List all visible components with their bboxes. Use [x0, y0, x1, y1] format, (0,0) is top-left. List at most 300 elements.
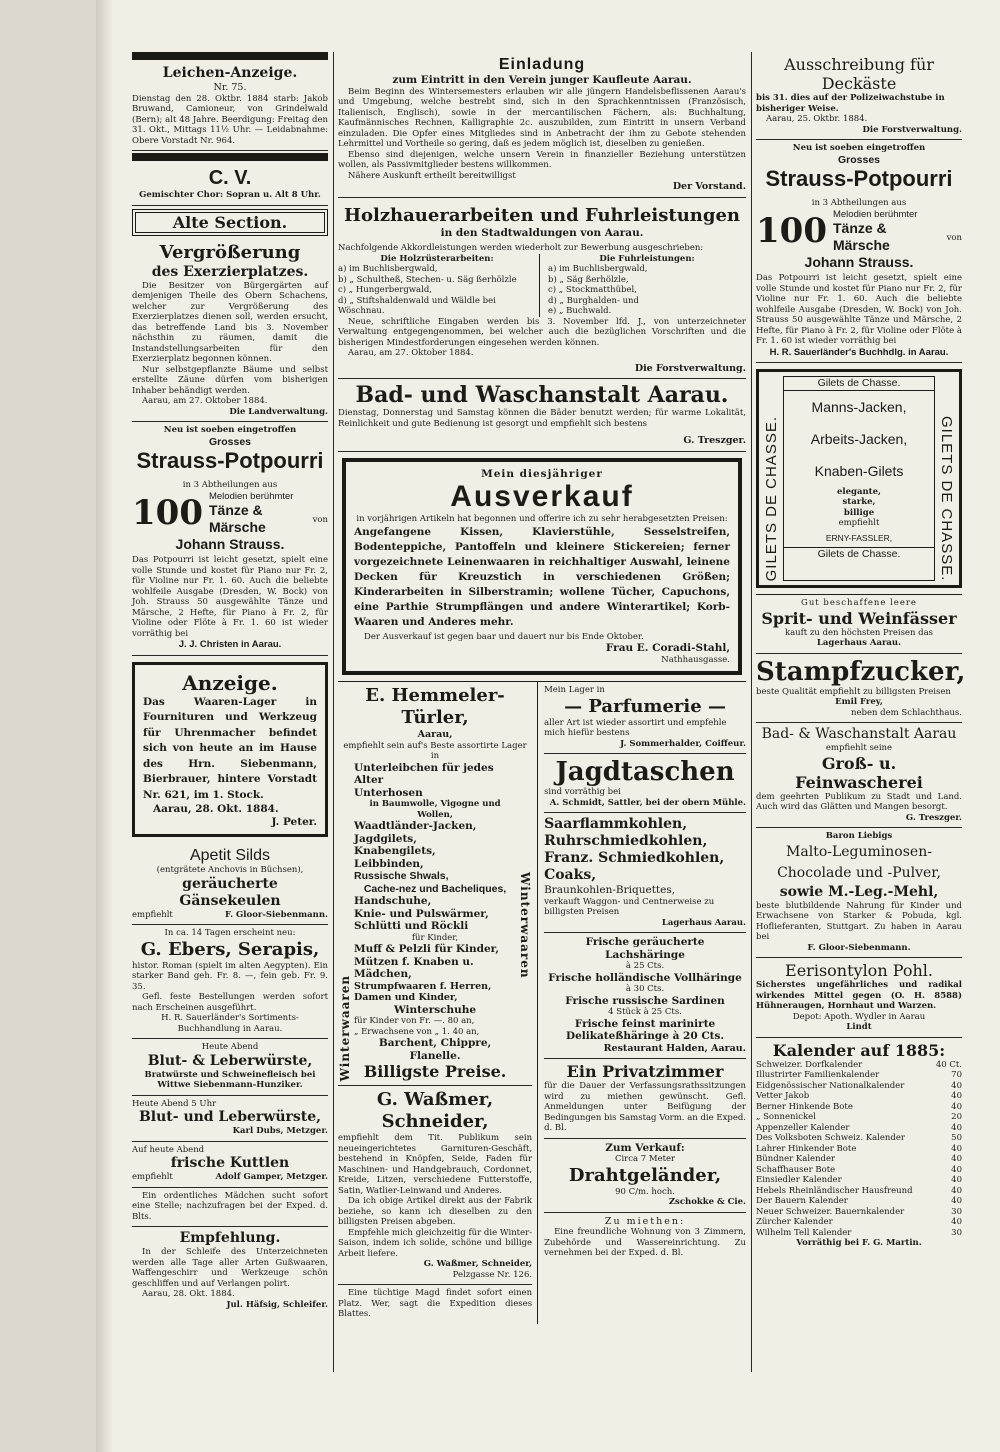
ad-body: Ein ordentliches Mädchen sucht sofort eine Stelle; nachzufragen bei der Exped. d. Blts.	[132, 1190, 328, 1222]
ad-magd	[338, 1285, 532, 1324]
ad-subtitle: zum Eintritt in den Verein junger Kaufleute Aarau.	[392, 74, 692, 86]
kalender-row	[756, 1228, 962, 1239]
ad-hundred-block	[756, 209, 962, 255]
list-head: Die Fuhrleistungen:	[599, 253, 695, 264]
kalender-price: 30	[951, 1206, 962, 1217]
ad-title: Strauss-Potpourri	[765, 166, 953, 191]
ad-alte-section	[132, 206, 328, 239]
ad-intro: Nachfolgende Akkordleistungen werden wiederholt zur Bewerbung ausgeschrieben:	[338, 243, 704, 253]
ad-seller: Adolf Gamper, Metzger.	[215, 1172, 328, 1182]
ad-sub: in 3 Abtheilungen aus	[811, 198, 907, 208]
kalender-price: 40	[951, 1101, 962, 1112]
ad-title: Vergrößerung	[159, 241, 301, 263]
kalender-price: 30	[951, 1227, 962, 1238]
ad-number: Nr. 75.	[213, 82, 247, 93]
ad-title: Empfehlung.	[179, 1230, 281, 1246]
ad-pohl	[756, 958, 962, 1038]
ad-taenze: Tänze & Märsche	[832, 220, 890, 253]
holz-left-list	[338, 254, 540, 317]
column-rule	[751, 52, 752, 1372]
ad-seller: ERNY-FASSLER,	[825, 532, 893, 543]
ad-line: Saarflammkohlen,	[544, 816, 688, 832]
ad-signature: Frau E. Coradi-Stahl,	[605, 642, 730, 654]
ad-date: Aarau, am 27. Oktober 1884.	[348, 348, 474, 358]
ad-title: Einladung	[498, 56, 586, 73]
ad-signature: G. Treszger.	[905, 812, 962, 823]
ad-holzhauerarbeiten	[338, 198, 746, 380]
ad-side-label: GILETS DE CHASSE.	[763, 416, 780, 582]
ad-empfehlung	[132, 1227, 328, 1314]
ad-line: Arbeits-Jacken,	[810, 430, 908, 447]
kalender-price: 40	[951, 1080, 962, 1091]
ad-body: Circa 7 Meter	[614, 1154, 676, 1164]
kalender-row	[756, 1175, 962, 1186]
ad-side-label: Winterwaaren	[338, 974, 352, 1081]
ad-title: Malto-Leguminosen-Chocolade und -Pulver,	[777, 843, 941, 881]
ad-kicker: Neu ist soeben eingetroffen	[792, 143, 926, 153]
ad-title: Eerisontylon Pohl.	[785, 961, 933, 981]
kalender-price: 40	[951, 1154, 962, 1165]
ad-title: Gilets de Chasse.	[784, 547, 934, 561]
ad-title: Alte Section.	[135, 212, 325, 233]
kalender-name: Schaffhauser Bote	[756, 1164, 836, 1175]
ad-address: Nathhausgasse.	[661, 654, 730, 665]
ad-strauss-potpourri-2	[756, 140, 962, 363]
ad-signature: Jul. Häfsig, Schleifer.	[226, 1299, 328, 1310]
ad-title: G. Waßmer, Schneider,	[376, 1089, 494, 1132]
ad-signature: Zschokke & Cie.	[668, 1197, 746, 1207]
ad-line: Unterleibchen für jedes Alter	[354, 761, 494, 786]
ad-signature: A. Schmidt, Sattler, bei der obern Mühle.	[549, 797, 746, 808]
gilets-inner	[783, 376, 935, 581]
ad-von: von	[312, 515, 328, 525]
ad-body: dem geehrten Publikum zu Stadt und Land. Auch wird das Glätten und Mangen besorgt.	[756, 791, 962, 813]
ad-body: Bratwürste und Schweinefleisch bei Wittwe Siebenmann-Hunziker.	[144, 1069, 316, 1090]
kalender-price: 40	[951, 1217, 962, 1228]
kalender-name: Hebels Rheinländischer Hausfreund	[756, 1185, 913, 1196]
ad-line: Schlütti und Röckli	[354, 920, 469, 932]
ad-title: Ein Privatzimmer	[566, 1062, 724, 1081]
ad-line: Handschuhe,	[354, 895, 432, 907]
ad-signature: Die Forstverwaltung.	[862, 124, 962, 135]
list-item: e) „ Buchwald.	[548, 306, 612, 316]
list-item: a) im Buchlisbergwald,	[548, 264, 648, 274]
ad-body: bis 31. dies auf der Polizeiwachstube in bisheriger Weise.	[756, 93, 945, 114]
kalender-price: 40	[951, 1185, 962, 1196]
ad-line: Mützen f. Knaben u. Mädchen,	[354, 955, 474, 980]
ad-kicker: Heute Abend	[201, 1042, 259, 1052]
ad-kicker: Mein Lager in	[544, 685, 605, 695]
ad-body: Nähere Auskunft ertheilt bereitwilligst	[348, 170, 516, 181]
ad-line: Frische russische Sardinen	[565, 994, 725, 1007]
ad-line: Billigste Preise.	[363, 1062, 507, 1081]
ad-body: verkauft Waggon- und Centnerweise zu billigsten Preisen	[544, 896, 715, 917]
ad-seller: H. R. Sauerländer's Buchhdlg. in Aarau.	[769, 346, 949, 358]
ad-title: Bad- und Waschanstalt Aarau.	[355, 382, 729, 408]
ad-kicker: Heute Abend 5 Uhr	[132, 1098, 217, 1109]
ad-body: Eine tüchtige Magd findet sofort einen Platz. Wer, sagt die Expedition dieses Blattes.	[338, 1288, 533, 1319]
kalender-price: 40	[951, 1164, 962, 1175]
kalender-row	[756, 1081, 962, 1092]
ad-line: Frische holländische Vollhäringe	[548, 971, 742, 984]
kalender-row	[756, 1165, 962, 1176]
ad-intro: empfiehlt sein auf's Beste assortirte Lager in	[343, 740, 527, 761]
ad-bad-waschanstalt-2	[756, 723, 962, 828]
ad-leichen-anzeige	[132, 62, 328, 151]
list-item: b) „ Schultheß, Stechen- u. Säg ßerhölzle	[338, 274, 517, 285]
ad-signature: J. Peter.	[271, 815, 317, 828]
ad-jagdtaschen	[544, 754, 746, 813]
kalender-price: 70	[951, 1070, 962, 1081]
kalender-row	[756, 1112, 962, 1123]
rule-bar	[132, 153, 328, 161]
ad-kalender	[756, 1038, 962, 1253]
ad-item: Drahtgeländer,	[568, 1164, 722, 1186]
ad-frame	[342, 458, 742, 676]
ad-composer: Johann Strauss.	[175, 536, 285, 552]
kalender-row	[756, 1217, 962, 1228]
ad-malto	[756, 828, 962, 958]
kalender-row	[756, 1186, 962, 1197]
ad-signature: G. Waßmer, Schneider,	[423, 1259, 533, 1269]
ad-body: Gemischter Chor: Sopran u. Alt 8 Uhr.	[139, 190, 321, 200]
kalender-name: Lahrer Hinkender Bote	[756, 1143, 857, 1154]
ad-body: beste Qualität empfiehlt zu billigsten Preisen	[756, 686, 951, 697]
column-right	[756, 52, 966, 1253]
ad-body: Ebenso sind diejenigen, welche unsern Verein in finanzieller Beziehung unterstützen wollen, als Passivmitglieder bestens willkommen.	[338, 149, 746, 170]
ad-signature: Emil Frey,	[835, 697, 883, 708]
ad-line: Knie- und Pulswärmer,	[354, 907, 489, 920]
kalender-row	[756, 1144, 962, 1155]
ad-subtitle: des Exerzierplatzes.	[151, 263, 309, 280]
kalender-name: Appenzeller Kalender	[756, 1122, 850, 1133]
ad-line: Ruhrschmiedkohlen,	[544, 833, 708, 849]
kalender-name: Illustrirter Familienkalender	[756, 1070, 880, 1081]
ad-item: Groß- u. Feinwascherei	[795, 753, 923, 792]
ad-line: empfiehlt	[838, 518, 880, 528]
ad-title: G. Ebers, Serapis,	[140, 938, 320, 960]
ad-list	[352, 762, 518, 1082]
ad-sub: (entgrätete Anchovis in Büchsen),	[156, 865, 304, 875]
kalender-list	[756, 1060, 962, 1239]
ad-item: sowie M.-Leg.-Mehl,	[779, 883, 939, 900]
kalender-name: Zürcher Kalender	[756, 1217, 833, 1228]
ad-faesser	[756, 594, 962, 654]
ad-cv	[132, 163, 328, 206]
ad-line: Knaben-Gilets	[814, 462, 904, 479]
ad-line: Leibbinden,	[354, 857, 424, 870]
ad-vergroesserung	[132, 239, 328, 423]
kalender-row	[756, 1102, 962, 1113]
ad-title: Gilets de Chasse.	[784, 377, 934, 391]
kalender-price: 40	[951, 1091, 962, 1102]
ad-body: Gefl. feste Bestellungen werden sofort nach Erscheinen ausgeführt.	[132, 992, 328, 1013]
ad-title: frische Kuttlen	[170, 1155, 290, 1171]
ad-body: kauft zu den höchsten Preisen das	[784, 627, 934, 638]
ad-wassmer	[338, 1086, 532, 1285]
ad-line: Barchent, Chippre, Flanelle.	[378, 1037, 492, 1062]
ad-line: Coaks,	[544, 867, 597, 883]
ad-signature: Restaurant Halden, Aarau.	[603, 1042, 746, 1054]
list-item: c) „ Stockmatthübel,	[548, 285, 637, 295]
ad-deckaeste	[756, 52, 962, 140]
list-item: d) „ Burghalden- und	[548, 295, 639, 306]
kalender-name: Vetter Jakob	[756, 1091, 810, 1102]
ad-kicker: Neu ist soeben eingetroffen	[163, 425, 297, 435]
ad-kicker: Gut beschaffene leere	[801, 598, 917, 609]
ad-blutwurst-1	[132, 1039, 328, 1096]
ad-body: Das Potpourri ist leicht gesetzt, spielt eine volle Stunde und kostet für Piano nur Fr. 2, für Violine nur Fr. 1. 60. Auch die beliebte wohlfeile Ausgabe (Dresden, W. Bock) von Joh. Strauss 50 ausgewählte Tänze und Märsche, 2 Hefte, für Piano à Fr. 2, für Violine oder Flöte à Fr. 1. 60 ist wieder vorräthig bei	[756, 273, 962, 346]
ad-address: Pelzgasse Nr. 126.	[452, 1269, 533, 1280]
kalender-price: 20	[951, 1112, 962, 1123]
ad-kuttlen	[132, 1142, 328, 1188]
ad-line: Frische geräucherte Lachshäringe	[585, 936, 705, 961]
ad-foot: Der Ausverkauf ist gegen baar und dauert nur bis Ende Oktober.	[364, 631, 644, 642]
ad-line: für Kinder,	[411, 932, 459, 943]
ad-body: Das Waaren-Lager in Fournituren und Werkzeug für Uhrenmacher befindet sich von heute an im Hause des Hrn. Siebenmann, Bierbrauer, hintere Vorstadt Nr. 621, im 1. Stock.	[143, 695, 317, 801]
ad-line: Strumpfwaaren f. Herren, Damen und Kinder,	[354, 980, 492, 1003]
ad-title: Bad- & Waschanstalt Aarau	[761, 726, 957, 743]
ad-line: billige	[843, 507, 875, 518]
ad-date: Aarau, 28. Okt. 1884.	[142, 1289, 235, 1299]
ad-title: Zu miethen:	[604, 1215, 686, 1227]
ad-title: Strauss-Potpourri	[136, 448, 324, 473]
ad-body: beste blutbildende Nahrung für Kinder und Erwachsene von Starker & Pobuda, kgl. Hoflieferanten, Stuttgart. Zu haben in Aarau bei	[756, 900, 962, 943]
ad-hundred-block	[132, 491, 328, 537]
ad-line: elegante,	[837, 486, 881, 497]
kalender-price: 40	[951, 1196, 962, 1207]
holz-right-list	[540, 254, 746, 317]
ad-price: à 25 Cts.	[625, 961, 665, 971]
kalender-name: Der Bauern Kalender	[756, 1196, 848, 1207]
ad-seller: J. J. Christen in Aarau.	[178, 639, 282, 650]
ad-anzeige-box	[132, 656, 328, 844]
ad-date: Aarau, 25. Oktbr. 1884.	[766, 114, 868, 124]
kalender-name: Eidgenössischer Nationalkalender	[756, 1080, 905, 1091]
ad-signature: Depot: Apoth. Wydler in Aarau	[792, 1011, 926, 1022]
ad-ebers-serapis	[132, 925, 328, 1039]
ad-hundred: 100	[132, 493, 203, 534]
kalender-name: Bündner Kalender	[756, 1154, 836, 1165]
ad-kicker: Baron Liebigs	[825, 831, 893, 842]
ad-body: sind vorräthig bei	[544, 787, 621, 797]
ad-sub: in 3 Abtheilungen aus	[182, 480, 278, 490]
ad-title: — Parfumerie —	[564, 695, 726, 717]
ad-title: C. V.	[208, 167, 252, 189]
ad-body: Nur selbstgepflanzte Bäume und selbst erstellte Zäune dürfen vom bisherigen Inhaber behändigt werden.	[132, 364, 328, 396]
ad-title: Ausschreibung für Deckäste	[784, 55, 934, 93]
ad-line: Franz. Schmiedkohlen,	[544, 850, 725, 866]
ad-body: In der Schleife des Unterzeichneten werden alle Tage aller Arten Gußwaaren, Waffengeschirr und Werkzeuge schön geschliffen und auf Verlangen polirt.	[132, 1247, 328, 1289]
ad-parfumerie	[544, 682, 746, 754]
ad-foot: Vorräthig bei F. G. Martin.	[796, 1238, 922, 1249]
list-head: Die Holzrüsterarbeiten:	[380, 253, 494, 264]
ad-title: Kalender auf 1885:	[772, 1040, 946, 1060]
ad-line: Waadtländer-Jacken,	[354, 820, 477, 832]
list-item: d) „ Stiftshaldenwald und Wäldle bei Wöschnau.	[338, 295, 496, 316]
ad-line: Unterhosen	[354, 786, 423, 799]
ad-title: Ausverkauf	[450, 480, 634, 513]
ad-body: Die Besitzer von Bürgergärten auf demjenigen Theile des Obern Schachens, welcher zur Vergrößerung des Exerzierplatzes dienen soll, werden ersucht, das betreffende Land bis 3. November nächsthin zu räumen, damit die Instandstellungsarbeiten für den Exerzierplatz begonnen können.	[132, 280, 328, 364]
ad-address: neben dem Schlachthaus.	[851, 707, 962, 718]
ad-kicker: In ca. 14 Tagen erscheint neu:	[164, 928, 296, 938]
ad-title: Jagdtaschen	[555, 757, 735, 787]
ad-seller: F. Gloor-Siebenmann.	[224, 909, 328, 920]
ad-item: geräucherte Gänsekeulen	[179, 875, 281, 909]
ad-frame	[756, 369, 962, 588]
kalender-name: Neuer Schweizer. Bauernkalender	[756, 1206, 905, 1217]
ad-date: Aarau, am 27. Oktober 1884.	[142, 396, 268, 406]
ad-price: à 30 Cts.	[625, 984, 665, 994]
ad-stampfzucker	[756, 654, 966, 724]
ad-dim: 90 C/m. hoch.	[615, 1186, 675, 1197]
ad-bad-waschanstalt	[338, 379, 746, 452]
ad-grosses: Grosses	[837, 153, 881, 166]
ad-seller: Karl Dubs, Metzger.	[232, 1126, 328, 1136]
ad-side-label: GILETS DE CHASSE.	[938, 416, 955, 582]
middle-split	[338, 681, 746, 1324]
column-middle	[338, 52, 746, 1324]
kalender-row	[756, 1123, 962, 1134]
ad-line: Muff & Pelzli für Kinder,	[354, 943, 500, 955]
ad-title: Stampfzucker,	[756, 656, 966, 687]
ad-line: Frische feinst marinirte Delikateßhäringe à 20 Cts.	[565, 1017, 725, 1042]
ad-body: für die Dauer der Verfassungsrathssitzungen wird zu miethen gewünscht. Gefl. Anmeldungen unter Beifügung der Bedingungen bis Samstag Vorm. an die Exped. d. Bl.	[544, 1081, 746, 1133]
ad-seller: H. R. Sauerländer's Sortiments-Buchhandlung in Aarau.	[161, 1013, 299, 1034]
ad-von: von	[946, 233, 962, 243]
ad-verkauf	[544, 1139, 746, 1213]
ad-city: Aarau,	[417, 729, 453, 740]
ad-line: Russische Shwals,	[354, 870, 449, 882]
ad-title: Leichen-Anzeige.	[162, 65, 298, 81]
ad-line: Cache-nez und Bacheliques,	[363, 882, 507, 895]
kalender-name: Des Volksboten Schweiz. Kalender	[756, 1133, 905, 1144]
kalender-price: 40	[951, 1143, 962, 1154]
kalender-name: Schweizer. Dorfkalender	[756, 1059, 863, 1070]
ad-line: Winterschuhe	[393, 1003, 477, 1016]
kalender-row	[756, 1207, 962, 1218]
kalender-name: „ Sonnenickel	[756, 1112, 816, 1123]
ad-signature: Die Forstverwaltung.	[634, 362, 746, 374]
kalender-price: 40 Ct.	[935, 1059, 962, 1070]
ad-composer: Johann Strauss.	[804, 254, 914, 270]
ad-signature: Lindt	[846, 1022, 872, 1033]
ad-signature: Lagerhaus Aarau.	[661, 917, 746, 928]
ad-line: für Kinder von Fr. —. 80 an,	[354, 1016, 475, 1026]
ad-body: empfiehlt dem Tit. Publikum sein neueingerichtetes Garnituren-Geschäft, bestehend in Knöpfen, Seide, Faden für Maschinen- und Handgebrauch, Cordonnet, Kreide, Litzen, verschiedene Futterstoffe, Satin, Watlier-Leinwand und Anderes.	[338, 1133, 533, 1196]
kalender-row	[756, 1070, 962, 1081]
ad-grosses: Grosses	[208, 435, 252, 448]
kalender-row	[756, 1060, 962, 1071]
ad-title: Blut- & Leberwürste,	[147, 1052, 313, 1069]
ad-blutwurst-2	[132, 1096, 328, 1142]
ad-signature: J. Sommerhalder, Coiffeur.	[620, 738, 746, 749]
kalender-row	[756, 1154, 962, 1165]
ad-zu-miethen	[544, 1213, 746, 1263]
ad-melodien: Melodien berühmter	[832, 208, 918, 220]
ad-signature: F. Gloor-Siebenmann.	[807, 942, 911, 953]
kalender-price: 40	[951, 1122, 962, 1133]
list-item: b) „ Säg ßerhölzle,	[548, 274, 629, 285]
kalender-name: Berner Hinkende Bote	[756, 1101, 853, 1112]
ad-body: Sicherstes ungefährliches und radikal wirkendes Mittel gegen (O. H. 8588) Hühneraugen, Hornhaut und Warzen.	[756, 980, 962, 1012]
ad-line: starke,	[842, 497, 876, 507]
ad-hundred: 100	[756, 211, 827, 252]
ad-frame	[132, 662, 328, 838]
column-left	[132, 52, 328, 1314]
ad-signature: Die Landverwaltung.	[229, 406, 328, 417]
kalender-row	[756, 1196, 962, 1207]
ad-body: Empfehle mich gleichzeitig für die Winter-Saison, indem ich solide, schöne und billige Arbeit liefere.	[338, 1227, 533, 1259]
ad-taenze: Tänze & Märsche	[208, 502, 266, 535]
ad-ausverkauf	[338, 452, 746, 682]
kalender-name: Einsiedler Kalender	[756, 1175, 842, 1186]
kalender-name: Wilhelm Tell Kalender	[756, 1227, 852, 1238]
list-item: c) „ Hungerbergwald,	[338, 285, 432, 295]
ad-body: Eine freundliche Wohnung von 3 Zimmern, Zubehörde und Wassereinrichtung. Zu vernehmen bei der Exped. d. Bl.	[544, 1227, 746, 1258]
ad-line: Jagdgilets,	[354, 832, 417, 845]
ad-empf: empfiehlt seine	[825, 743, 893, 754]
page-edge-shadow	[96, 0, 112, 1452]
kalender-row	[756, 1133, 962, 1144]
rule-bar	[132, 52, 328, 60]
ad-privatzimmer	[544, 1059, 746, 1139]
ad-einladung	[338, 52, 746, 198]
list-item: a) im Buchlisbergwald,	[338, 264, 438, 274]
ad-body: histor. Roman (spielt im alten Aegypten). Ein starker Band geh. Fr. 8. —, fein geb. Fr. 9. 35.	[132, 960, 328, 992]
ad-body: Dienstag den 28. Oktbr. 1884 starb: Jakob Bruwand, Camioneur, von Grindelwald (Bern); alt 48 Jahre. Beerdigung: Freitag den 31. Okt., Mittags 11½ Uhr. — Leidabnahme: Obere Vorstadt Nr. 964.	[132, 93, 328, 146]
ad-melodien: Melodien berühmter	[208, 490, 294, 502]
ad-kohlen	[544, 813, 746, 933]
ad-gilets-de-chasse	[756, 363, 962, 594]
ad-body: Das Potpourri ist leicht gesetzt, spielt eine volle Stunde und kostet für Piano nur Fr. 2, für Violine nur Fr. 1. 60. Auch die beliebte wohlfeile Ausgabe (Dresden, W. Bock) von Joh. Strauss 50 ausgewählte Tänze und Märsche, 2 Hefte, für Piano à Fr. 2, für Violine oder Flöte à Fr. 1. 60 ist wieder vorräthig bei	[132, 555, 328, 639]
ad-body: Neue, schriftliche Eingaben werden bis 3. November lfd. J., von unterzeichneter Verwaltung entgegengenommen, bei welcher auch die bezüglichen Vorschriften und die bisherigen Mindestforderungen eingesehen werden können.	[338, 316, 746, 348]
ad-subtitle: in den Stadtwaldungen von Aarau.	[440, 226, 644, 239]
ad-body: Angefangene Kissen, Klavierstühle, Sesselstreifen, Bodenteppiche, Pantoffeln und kleinere Stickereien; ferner vorgezeichnete Leinenwaaren in reichhaltiger Auswahl, leinene Decken für Kreuzstich in verschiedenen Größen; Kinderarbeiten in Silberstramin; wollene Tücher, Capuchons, eine Parthie Strumpflängen und andere Winterartikel; Korb-Waaren und Anderes mehr.	[354, 525, 730, 628]
ad-signature: Lagerhaus Aarau.	[816, 638, 902, 649]
ad-title: Anzeige.	[182, 670, 278, 695]
ad-line: Knabengilets,	[354, 845, 436, 857]
ad-line: Manns-Jacken,	[811, 398, 907, 415]
kalender-row	[756, 1091, 962, 1102]
ad-title: E. Hemmeler-Türler,	[365, 685, 505, 728]
ad-body: Dienstag, Donnerstag und Samstag können die Bäder benutzt werden; für warme Lokalität, Reinlichkeit und gute Bedienung ist gesorgt und empfiehlt sich bestens	[338, 408, 746, 429]
ad-title: Zum Verkauf:	[605, 1141, 685, 1154]
ad-date: Aarau, 28. Okt. 1884.	[153, 803, 279, 815]
ad-body: Da ich obige Artikel direkt aus der Fabrik beziehe, so kann ich dieselben zu den billigsten Preisen abgeben.	[338, 1196, 533, 1227]
ad-lists	[338, 254, 746, 317]
kalender-price: 50	[951, 1133, 962, 1144]
ad-signature: G. Treszger.	[683, 435, 746, 446]
ad-line: „ Erwachsene von „ 1. 40 an,	[354, 1026, 480, 1037]
ad-empf: empfiehlt	[132, 909, 173, 920]
ad-line: Braunkohlen-Briquettes,	[544, 884, 676, 896]
ad-hemmeler	[338, 682, 532, 1086]
ad-subtitle: in vorjährigen Artikeln hat begonnen und offerire ich zu sehr herabgesetzten Preisen:	[356, 514, 728, 524]
ad-maedchen	[132, 1188, 328, 1228]
ad-line: in Baumwolle, Vigogne und Wollen,	[369, 799, 501, 820]
ad-title: Apetit Silds	[189, 847, 271, 864]
ad-title: Holzhauerarbeiten und Fuhrleistungen	[343, 204, 740, 226]
ad-fisch	[544, 933, 746, 1059]
column-rule	[333, 52, 334, 1372]
ad-kicker: Auf heute Abend	[132, 1144, 205, 1155]
kalender-price: 40	[951, 1175, 962, 1186]
ad-empf: empfiehlt	[132, 1172, 173, 1182]
ad-body: Beim Beginn des Wintersemesters erlauben wir alle jüngern Handelsbeflissenen Aarau's und Umgebung, welche bestrebt sind, sich in den Sprachkenntnissen (Französisch, Italienisch, Englisch), sowie in der mercantilischen Fächern, als: Buchhaltung, Kaufmännisches Rechnen, Kalligraphie 2c. auszubilden, zum Eintritt in unsern Verband einzuladen. Die Opfer eines Mitgliedes sind in Anbetracht der ihm zu Gebote stehenden Lehrmittel und Vortheile so gering, daß es jedem möglich ist, dieselben zu genießen.	[338, 86, 746, 149]
ad-body: aller Art ist wieder assortirt und empfehle mich hiefür bestens	[544, 717, 727, 738]
ad-strauss-potpourri	[132, 422, 328, 656]
